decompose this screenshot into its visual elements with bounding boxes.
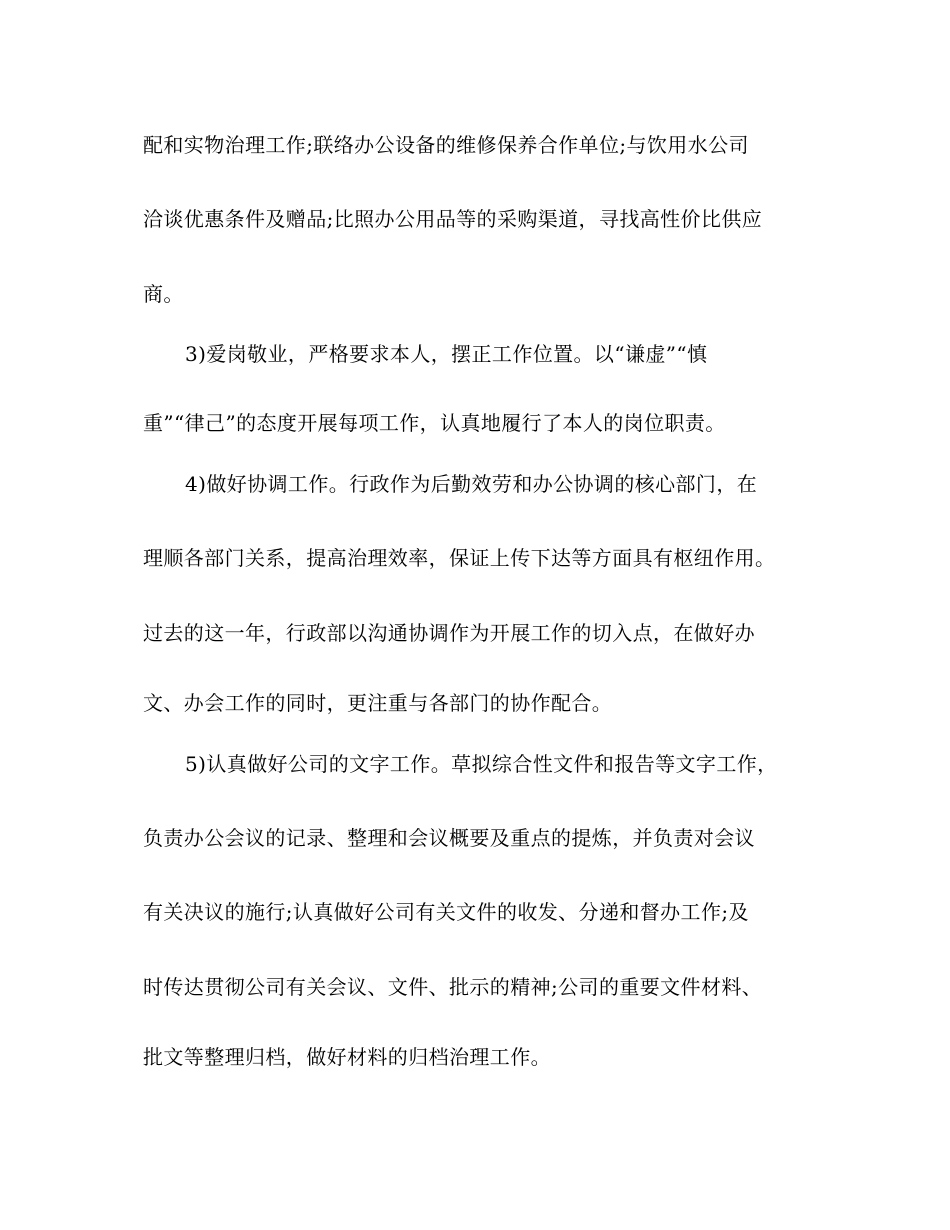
body-text-line: 有关决议的施行;认真做好公司有关文件的收发、分递和督办工作;及 xyxy=(143,900,749,924)
body-text-line: 商。 xyxy=(143,282,184,306)
body-text-line: 文、办会工作的同时，更注重与各部门的协作配合。 xyxy=(143,691,613,715)
paragraph-start-line: 3)爱岗敬业，严格要求本人，摆正工作位置。以“谦虚”“慎 xyxy=(185,342,708,366)
body-text-line: 洽谈优惠条件及赠品;比照办公用品等的采购渠道，寻找高性价比供应 xyxy=(143,207,763,231)
body-text-line: 负责办公会议的记录、整理和会议概要及重点的提炼，并负责对会议 xyxy=(143,826,755,850)
body-text-line: 配和实物治理工作;联络办公设备的维修保养合作单位;与饮用水公司 xyxy=(143,133,749,157)
body-text-line: 理顺各部门关系，提高治理效率，保证上传下达等方面具有枢纽作用。 xyxy=(143,546,776,570)
body-text-line: 批文等整理归档，做好材料的归档治理工作。 xyxy=(143,1045,551,1069)
paragraph-start-line: 5)认真做好公司的文字工作。草拟综合性文件和报告等文字工作， xyxy=(185,752,778,776)
paragraph-start-line: 4)做好协调工作。行政作为后勤效劳和办公协调的核心部门，在 xyxy=(185,472,758,496)
body-text-line: 重”“律己”的态度开展每项工作，认真地履行了本人的岗位职责。 xyxy=(143,411,726,435)
body-text-line: 过去的这一年，行政部以沟通协调作为开展工作的切入点，在做好办 xyxy=(143,621,755,645)
body-text-line: 时传达贯彻公司有关会议、文件、批示的精神;公司的重要文件材料、 xyxy=(143,975,763,999)
